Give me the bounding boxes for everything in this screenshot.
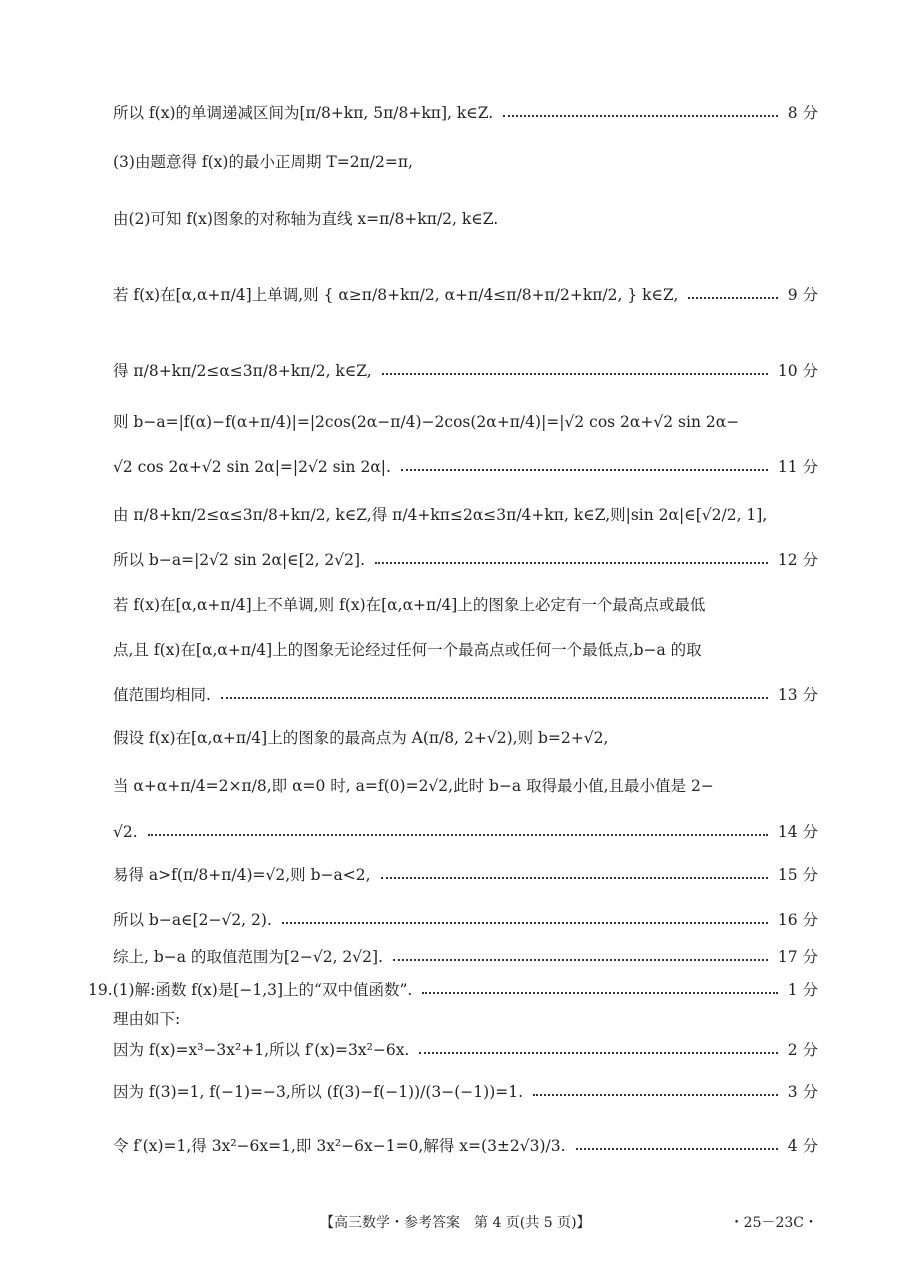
score-label: 15 分	[777, 866, 818, 884]
dot-leader	[576, 1148, 778, 1150]
line-text: √2.	[113, 823, 138, 841]
line-text: 19.(1)解:函数 f(x)是[−1,3]上的“双中值函数”.	[88, 981, 413, 999]
answer-line-19	[88, 981, 818, 1000]
answer-line-18	[113, 948, 818, 967]
line-text: 值范围均相同.	[113, 686, 211, 704]
line-text: 理由如下:	[113, 1010, 181, 1028]
score-label: 10 分	[777, 362, 818, 380]
line-text: 所以 b−a=|2√2 sin 2α|∈[2, 2√2].	[113, 551, 365, 569]
dot-leader	[422, 992, 777, 994]
footer-code: ・25－23C・	[729, 1215, 818, 1231]
dot-leader	[688, 297, 777, 299]
answer-line-11	[113, 641, 818, 660]
line-text: 所以 f(x)的单调递减区间为[π/8+kπ, 5π/8+kπ], k∈Z.	[113, 104, 494, 122]
line-text: √2 cos 2α+√2 sin 2α|=|2√2 sin 2α|.	[113, 458, 391, 476]
answer-line-16	[113, 866, 818, 885]
line-text: 若 f(x)在[α,α+π/4]上单调,则 { α≥π/8+kπ/2, α+π/4≤π/8+π/2+kπ/2, } k∈Z,	[113, 286, 679, 304]
score-label: 2 分	[787, 1041, 818, 1059]
line-text: 令 f′(x)=1,得 3x²−6x=1,即 3x²−6x−1=0,解得 x=(3±2√3)/3.	[113, 1137, 566, 1155]
line-text: 易得 a>f(π/8+π/4)=√2,则 b−a<2,	[113, 866, 371, 884]
answer-line-23	[113, 1137, 818, 1156]
page-footer	[0, 1212, 900, 1236]
answer-line-22	[113, 1083, 818, 1102]
line-text: 所以 b−a∈[2−√2, 2).	[113, 911, 272, 929]
answer-line-17	[113, 911, 818, 930]
line-text: 由(2)可知 f(x)图象的对称轴为直线 x=π/8+kπ/2, k∈Z.	[113, 210, 499, 228]
answer-line-4	[113, 286, 818, 305]
line-text: 得 π/8+kπ/2≤α≤3π/8+kπ/2, k∈Z,	[113, 362, 372, 380]
line-text: (3)由题意得 f(x)的最小正周期 T=2π/2=π,	[113, 153, 413, 171]
answer-line-20	[113, 1010, 818, 1029]
answer-line-8	[113, 506, 818, 525]
dot-leader	[282, 922, 768, 924]
dot-leader	[148, 834, 768, 836]
answer-line-1	[113, 104, 818, 123]
answer-line-21	[113, 1041, 818, 1060]
line-text: 若 f(x)在[α,α+π/4]上不单调,则 f(x)在[α,α+π/4]上的图象上必定有一个最高点或最低	[113, 596, 706, 614]
line-text: 因为 f(3)=1, f(−1)=−3,所以 (f(3)−f(−1))/(3−(−1))=1.	[113, 1083, 524, 1101]
score-label: 4 分	[787, 1137, 818, 1155]
answer-line-9	[113, 551, 818, 570]
answer-line-6	[113, 413, 818, 432]
line-text: 则 b−a=|f(α)−f(α+π/4)|=|2cos(2α−π/4)−2cos(2α+π/4)|=|√2 cos 2α+√2 sin 2α−	[113, 413, 740, 431]
line-text: 综上, b−a 的取值范围为[2−√2, 2√2].	[113, 948, 383, 966]
dot-leader	[381, 877, 768, 879]
answer-line-5	[113, 362, 818, 381]
line-text: 由 π/8+kπ/2≤α≤3π/8+kπ/2, k∈Z,得 π/4+kπ≤2α≤3π/4+kπ, k∈Z,则|sin 2α|∈[√2/2, 1],	[113, 506, 768, 524]
score-label: 3 分	[787, 1083, 818, 1101]
dot-leader	[393, 959, 768, 961]
answer-line-12	[113, 686, 818, 705]
dot-leader	[503, 115, 778, 117]
dot-leader	[221, 697, 768, 699]
dot-leader	[533, 1094, 778, 1096]
answer-line-7	[113, 458, 818, 477]
answer-line-2	[113, 153, 818, 172]
footer-title: 【高三数学・参考答案 第 4 页(共 5 页)】	[320, 1215, 591, 1231]
score-label: 16 分	[777, 911, 818, 929]
score-label: 9 分	[787, 286, 818, 304]
line-text: 因为 f(x)=x³−3x²+1,所以 f′(x)=3x²−6x.	[113, 1041, 410, 1059]
answer-line-3	[113, 210, 818, 229]
answer-line-15	[113, 823, 818, 842]
score-label: 17 分	[777, 948, 818, 966]
score-label: 12 分	[777, 551, 818, 569]
answer-line-10	[113, 596, 818, 615]
answer-line-13	[113, 729, 818, 748]
dot-leader	[401, 469, 768, 471]
dot-leader	[419, 1052, 777, 1054]
score-label: 8 分	[787, 104, 818, 122]
dot-leader	[382, 373, 768, 375]
score-label: 13 分	[777, 686, 818, 704]
line-text: 点,且 f(x)在[α,α+π/4]上的图象无论经过任何一个最高点或任何一个最低点,b−a 的取	[113, 641, 702, 659]
score-label: 14 分	[777, 823, 818, 841]
score-label: 1 分	[787, 981, 818, 999]
dot-leader	[375, 562, 768, 564]
answer-line-14	[113, 777, 818, 796]
line-text: 当 α+α+π/4=2×π/8,即 α=0 时, a=f(0)=2√2,此时 b−a 取得最小值,且最小值是 2−	[113, 777, 714, 795]
score-label: 11 分	[777, 458, 818, 476]
line-text: 假设 f(x)在[α,α+π/4]上的图象的最高点为 A(π/8, 2+√2),则 b=2+√2,	[113, 729, 609, 747]
